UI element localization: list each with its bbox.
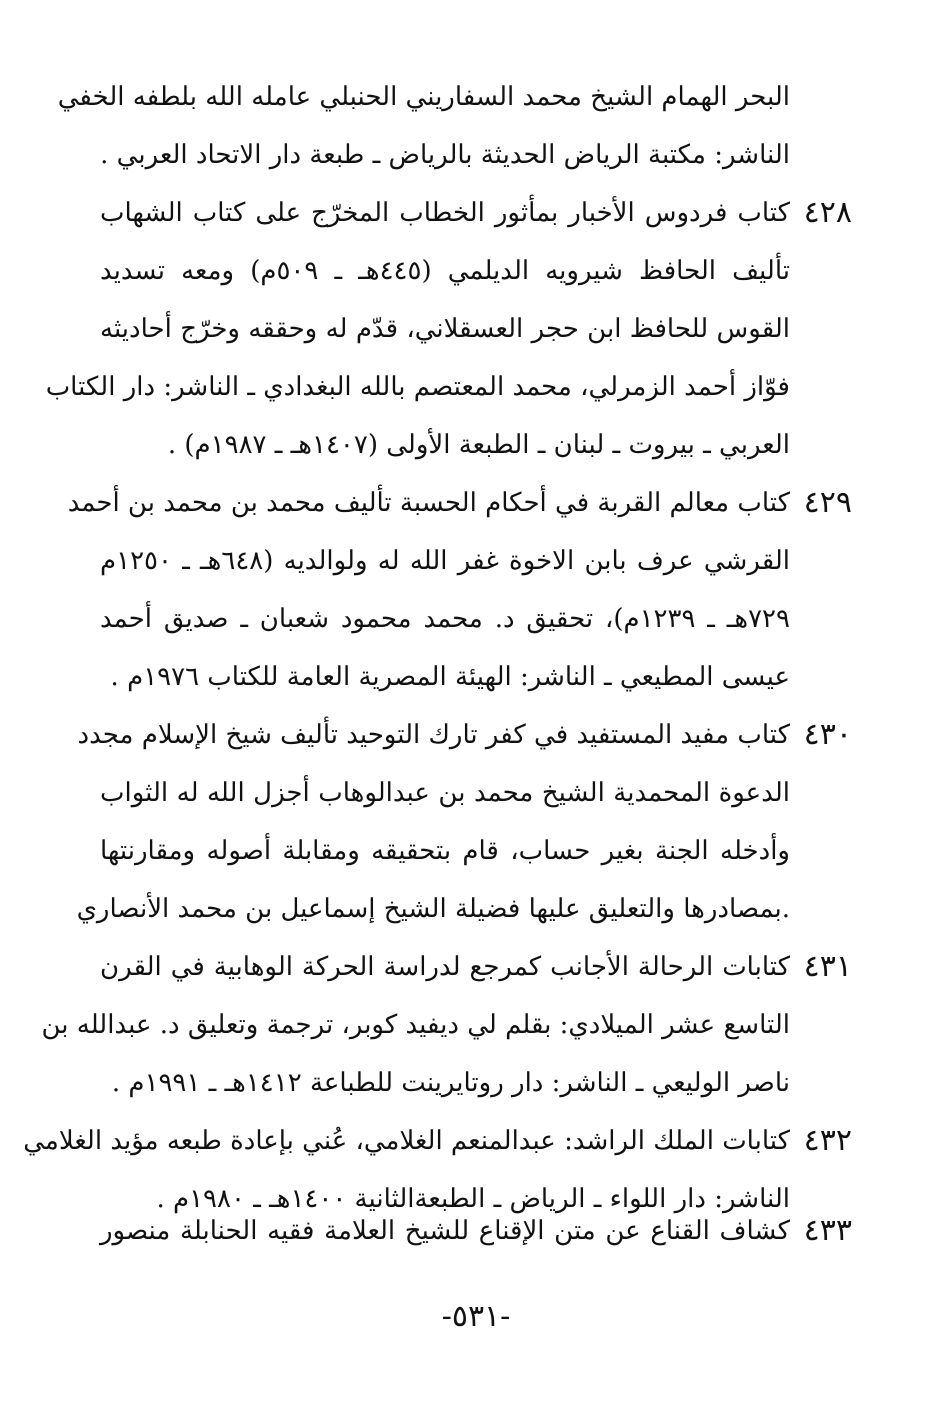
text-line: عيسى المطيعي ـ الناشر: الهيئة المصرية العامة للكتاب ١٩٧٦م . (110, 662, 790, 692)
text-line: كتاب مفيد المستفيد في كفر تارك التوحيد تأليف شيخ الإسلام مجدد (77, 720, 790, 750)
entry-number: ٤٢٨ (803, 195, 852, 230)
text-line: وأدخله الجنة بغير حساب، قام بتحقيقه ومقابلة أصوله ومقارنتها (100, 836, 790, 866)
entry-text (100, 1202, 790, 1260)
entry-text (76, 706, 790, 938)
text-line: ناصر الوليعي ـ الناشر: دار روتايرينت للطباعة ١٤١٢هـ ـ ١٩٩١م . (111, 1068, 790, 1098)
entry-number: ٤٢٩ (803, 485, 852, 520)
text-line: كشاف القناع عن متن الإقناع للشيخ العلامة فقيه الحنابلة منصور (100, 1216, 790, 1246)
text-line: القرشي عرف بابن الاخوة غفر الله له ولوالديه (٦٤٨هـ ـ ١٢٥٠م (100, 546, 790, 576)
entry-text (67, 474, 790, 706)
text-line: الدعوة المحمدية الشيخ محمد بن عبدالوهاب أجزل الله له الثواب (100, 778, 790, 808)
text-line: التاسع عشر الميلادي: بقلم لي ديفيد كوبر، ترجمة وتعليق د. عبدالله بن (41, 1010, 790, 1040)
entry-number: ٤٣٢ (803, 1123, 852, 1158)
text-line: كتاب معالم القربة في أحكام الحسبة تأليف محمد بن محمد بن أحمد (67, 488, 790, 518)
text-line: الناشر: دار اللواء ـ الرياض ـ الطبعةالثانية ١٤٠٠هـ ـ ١٩٨٠م . (156, 1184, 790, 1214)
entry-number: ٤٣٠ (803, 717, 852, 752)
entry-text (57, 68, 790, 184)
entry-number: ٤٣١ (803, 949, 852, 984)
entry-text (41, 938, 790, 1112)
text-line: كتابات الرحالة الأجانب كمرجع لدراسة الحركة الوهابية في القرن (100, 952, 790, 982)
text-line: كتاب فردوس الأخبار بمأثور الخطاب المخرّج على كتاب الشهاب (100, 198, 790, 228)
page-number: -٥٣١- (441, 1299, 511, 1334)
text-line: ٧٢٩هـ ـ ١٢٣٩م)، تحقيق د. محمد محمود شعبان ـ صديق أحمد (100, 604, 790, 634)
entry-number: ٤٣٣ (803, 1213, 852, 1248)
text-line: تأليف الحافظ شيرويه الديلمي (٤٤٥هـ ـ ٥٠٩م) ومعه تسديد (100, 256, 790, 286)
text-line: العربي ـ بيروت ـ لبنان ـ الطبعة الأولى (١٤٠٧هـ ـ ١٩٨٧م) . (167, 430, 790, 460)
text-line: .بمصادرها والتعليق عليها فضيلة الشيخ إسماعيل بن محمد الأنصاري (76, 894, 790, 924)
text-line: القوس للحافظ ابن حجر العسقلاني، قدّم له وحققه وخرّج أحاديثه (100, 314, 790, 344)
text-line: البحر الهمام الشيخ محمد السفاريني الحنبلي عامله الله بلطفه الخفي (57, 82, 790, 112)
text-line: كتابات الملك الراشد: عبدالمنعم الغلامي، عُني بإعادة طبعه مؤيد الغلامي (23, 1126, 790, 1156)
text-line: الناشر: مكتبة الرياض الحديثة بالرياض ـ طبعة دار الاتحاد العربي . (100, 140, 790, 170)
text-line: فوّاز أحمد الزمرلي، محمد المعتصم بالله البغدادي ـ الناشر: دار الكتاب (45, 372, 790, 402)
entry-text (45, 184, 790, 474)
